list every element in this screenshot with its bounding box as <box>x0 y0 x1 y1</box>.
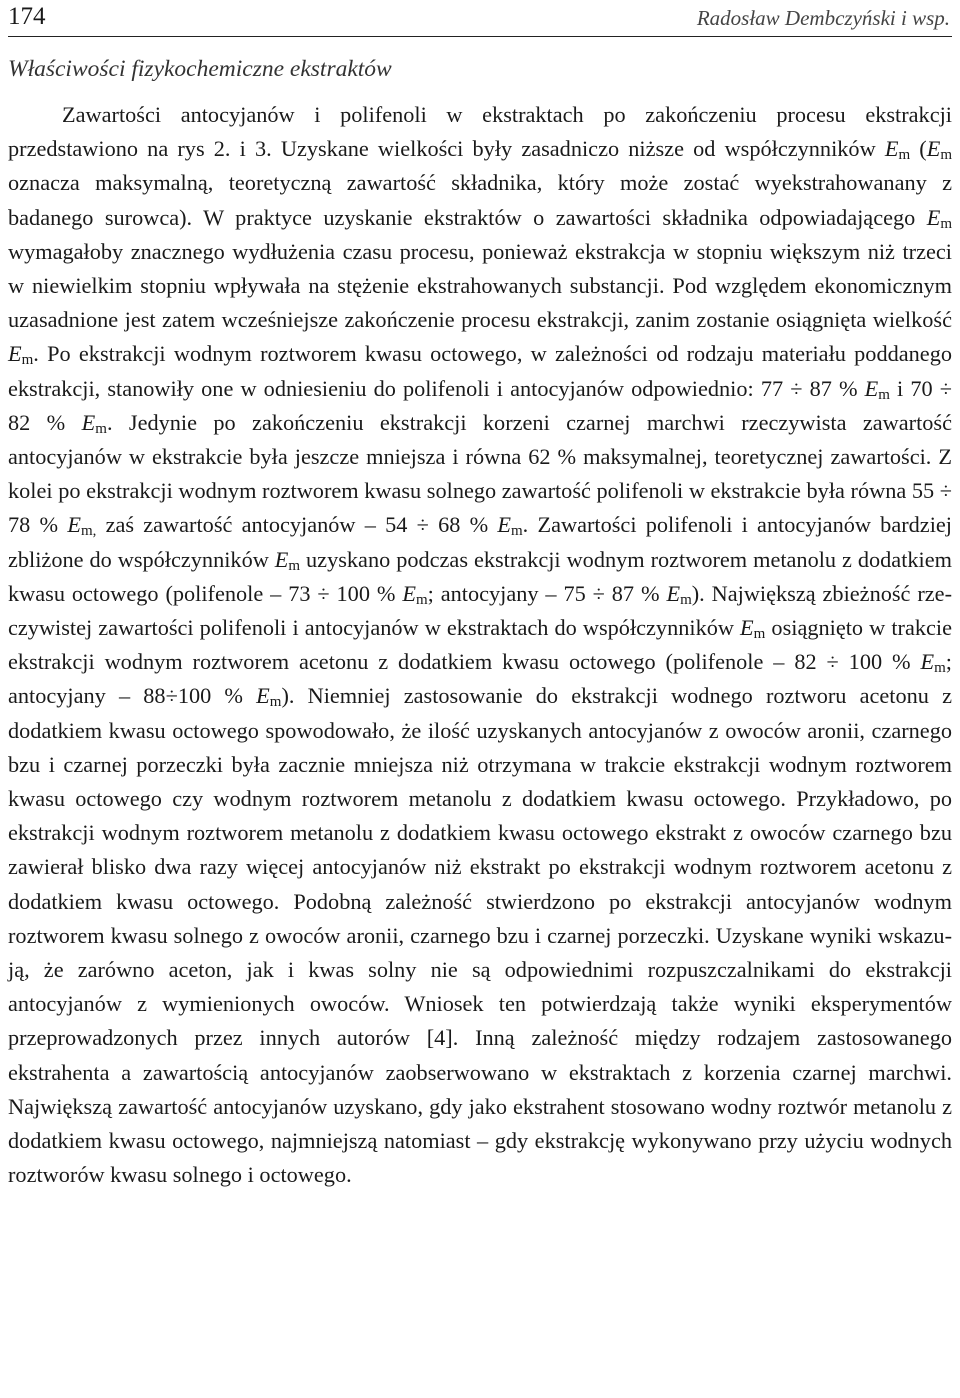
symbol-e: E <box>920 649 935 675</box>
page-number: 174 <box>8 3 46 30</box>
text-segment: ). Największą zbieżność rzeczywistej zawartości polifenoli i antocyjanów w ekstraktach do współczynników <box>8 580 952 641</box>
symbol-e: E <box>402 580 416 606</box>
text-segment: ; antocyjany – 88÷100 % <box>8 649 952 709</box>
subscript-m: m <box>898 147 911 164</box>
page-header <box>8 0 952 37</box>
text-segment: i 70 ÷ 82 % <box>8 375 952 435</box>
text-segment: wymagałoby znacznego wydłużenia czasu procesu, ponieważ ekstrakcja w stopniu większym niż trzeci w niewielkim stopniu wpływała na stężenie ekstrahowanych substancji. Pod względem ekonomicznym uzasadnione jest zatem wcześniejsze zakończenie procesu ekstrakcji, zanim zostanie osiągnięta wielkość <box>8 238 952 333</box>
symbol-e: E <box>740 615 754 641</box>
text-segment: . Zawartości polifenoli i antocyjanów bardziej zbliżone do współczynników <box>8 512 952 572</box>
subscript-m: m <box>680 591 692 608</box>
symbol-e: E <box>8 341 22 367</box>
text-segment: osiągnięto w trakcie ekstrakcji wodnym roztworem acetonu z dodatkiem kwasu octowego (polifenole – 82 ÷ 100 % <box>8 615 952 675</box>
subscript-m: m <box>940 147 952 164</box>
subscript-m: m <box>753 626 766 643</box>
symbol-e: E <box>926 204 941 230</box>
symbol-e: E <box>274 546 289 572</box>
subscript-m: m <box>288 557 301 574</box>
subscript-m: m, <box>80 523 97 540</box>
subscript-m: m <box>415 591 428 608</box>
section-title: Właściwości fizykochemiczne ekstraktów <box>8 56 392 82</box>
subscript-m: m <box>934 660 946 677</box>
text-segment: ). Niemniej zastosowanie do ekstrakcji wodnego roztworu acetonu z dodatkiem kwasu octowego spowodowało, że ilość uzyskanych antocyjanów z owoców aronii, czarnego bzu i czarnej porzeczki była zacznie mniejsza niż otrzymana w trakcie ekstrakcji wodnym roztworem kwasu octowego czy wodnym roztworem metanolu z dodatkiem kwasu octowego. Przykładowo, po ekstrakcji wodnym roztworem metanolu z dodatkiem kwasu octowego ekstrakt z owoców czarnego bzu zawierał blisko dwa razy więcej antocyjanów niż ekstrakt po ekstrakcji wodnym roztworem acetonu z dodatkiem kwasu octowego. Podobną zależność stwierdzono po ekstrakcji antocyjanów wodnym roztworem kwasu solnego z owoców aronii, czarnego bzu i czarnej porzeczki. Uzyskane wyniki wskazują, że zarówno aceton, jak i kwas solny nie są odpowiednimi rozpuszczalnikami do ekstrakcji antocyjanów z wymienionych owoców. Wniosek ten potwierdzają także wyniki eksperymentów przeprowadzonych przez innych autorów [4]. Inną zależność między rodzajem zastosowanego ekstrahenta a zawartością antocyjanów zaobserwowano w ekstraktach z korzenia czarnej marchwi. Największą zawartość antocyjanów uzyskano, gdy jako ekstrahent stosowano wodny roztwór metanolu z dodatkiem kwasu octowego, najmniejszą natomiast – gdy ekstrakcję wykonywano przy użyciu wodnych roztworów kwasu solnego i octowego. <box>8 683 952 1188</box>
symbol-e: E <box>256 683 270 709</box>
symbol-e: E <box>666 580 681 606</box>
symbol-e: E <box>497 512 511 538</box>
subscript-m: m <box>21 352 34 369</box>
subscript-m: m <box>511 523 523 540</box>
text-segment: zaś zawartość antocyjanów – 54 ÷ 68 % <box>96 512 498 538</box>
symbol-e: E <box>864 375 879 401</box>
text-segment: . Jedynie po zakończeniu ekstrakcji korzeni czarnej marchwi rzeczywista zawartość antocyjanów w ekstrakcie była jeszcze mniejsza i równa 62 % maksymalnej, teoretycznej zawartości. Z kolei po ekstrakcji wodnym roztworem kwasu solnego zawartość polifenoli w ekstrakcie była równa 55 ÷ 78 % <box>8 409 952 538</box>
document-page <box>8 0 952 1193</box>
subscript-m: m <box>940 215 952 232</box>
subscript-m: m <box>95 420 107 437</box>
running-head-authors: Radosław Dembczyński i wsp. <box>696 6 950 30</box>
symbol-e: E <box>926 136 941 162</box>
subscript-m: m <box>269 694 282 711</box>
text-segment: ; antocyjany – 75 ÷ 87 % <box>427 580 667 606</box>
text-segment: Zawartości antocyjanów i polifenoli w ekstraktach po zakończeniu procesu ekstrakcji przedstawiono na rys 2. i 3. Uzyskane wielkości były zasadniczo niższe od współczynników <box>8 102 952 162</box>
body-paragraph <box>8 98 952 1193</box>
text-segment: oznacza maksymalną, teoretyczną zawartość składnika, który może zostać wyekstrahowanany z badanego surowca). W praktyce uzyskanie ekstraktów o zawartości składnika odpowiadającego <box>8 170 952 230</box>
text-segment: . Po ekstrakcji wodnym roztworem kwasu octowego, w zależności od rodzaju materiału poddanego ekstrakcji, stanowiły one w odniesieniu do polifenoli i antocyjanów odpowiednio: 77 ÷ 87 % <box>8 341 952 401</box>
symbol-e: E <box>81 409 96 435</box>
text-segment: ( <box>910 136 927 162</box>
symbol-e: E <box>67 512 81 538</box>
text-segment: uzyskano podczas ekstrakcji wodnym roztworem metanolu z dodatkiem kwasu octowego (polifenole – 73 ÷ 100 % <box>8 546 952 606</box>
symbol-e: E <box>884 136 899 162</box>
subscript-m: m <box>878 386 890 403</box>
